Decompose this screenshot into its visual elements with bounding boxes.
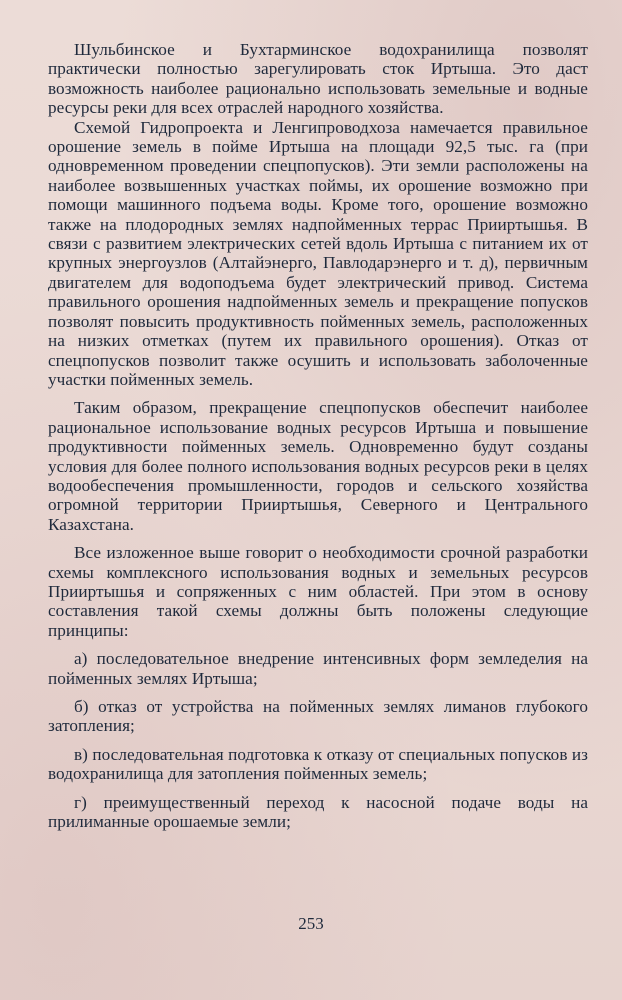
paragraph-reservoirs: Шульбинское и Бухтарминское водохранилища позволят практически полностью зарегулировать сток Иртыша. Это даст возможность наиболее рационально использовать земельные и водные ресурсы реки для всех отраслей народного хозяйства. (48, 40, 588, 118)
body-text (48, 40, 588, 831)
paragraph-principles-intro: Все изложенное выше говорит о необходимости срочной разработки схемы комплексного использования водных и земельных ресурсов Прииртышья и сопряженных с ним областей. При этом в основу составления такой схемы должны быть положены следующие принципы: (48, 543, 588, 640)
list-item-d: г) преимущественный переход к насосной подаче воды на прилиманные орошаемые земли; (48, 792, 588, 832)
paragraph-irrigation-scheme: Схемой Гидропроекта и Ленгипроводхоза намечается правильное орошение земель в пойме Иртыша на площади 92,5 тыс. га (при одновременном проведении спецпопусков). Эти земли расположены на наиболее возвышенных участках поймы, их орошение возможно при помощи машинного подъема воды. Кроме того, орошение возможно также на плодородных землях надпойменных террас Прииртышья. В связи с развитием электрических сетей вдоль Иртыша с питанием их от крупных энергоузлов (Алтайэнерго, Павлодарэнерго и т. д), первичным двигателем для водоподъема будет электрический привод. Система правильного орошения надпойменных земель и прекращение попусков позволят повысить продуктивность пойменных земель, расположенных на низких отметках (путем их правильного орошения). Отказ от спецпопусков позволит также осушить и использовать заболоченные участки пойменных земель. (48, 117, 588, 389)
list-item-b: б) отказ от устройства на пойменных землях лиманов глубокого затопления; (48, 697, 588, 736)
paragraph-conclusion: Таким образом, прекращение спецпопусков обеспечит наиболее рациональное использование водных ресурсов Иртыша и повышение продуктивности пойменных земель. Одновременно будут созданы условия для более полного использования водных ресурсов реки в целях водообеспечения промышленности, городов и сельского хозяйства огромной территории Прииртышья, Северного и Центрального Казахстана. (48, 398, 588, 534)
list-item-c: в) последовательная подготовка к отказу от специальных попусков из водохранилища для затопления пойменных земель; (48, 744, 588, 784)
page-number: 253 (298, 914, 324, 933)
list-item-a: а) последовательное внедрение интенсивных форм земледелия на пойменных землях Иртыша; (48, 649, 588, 688)
